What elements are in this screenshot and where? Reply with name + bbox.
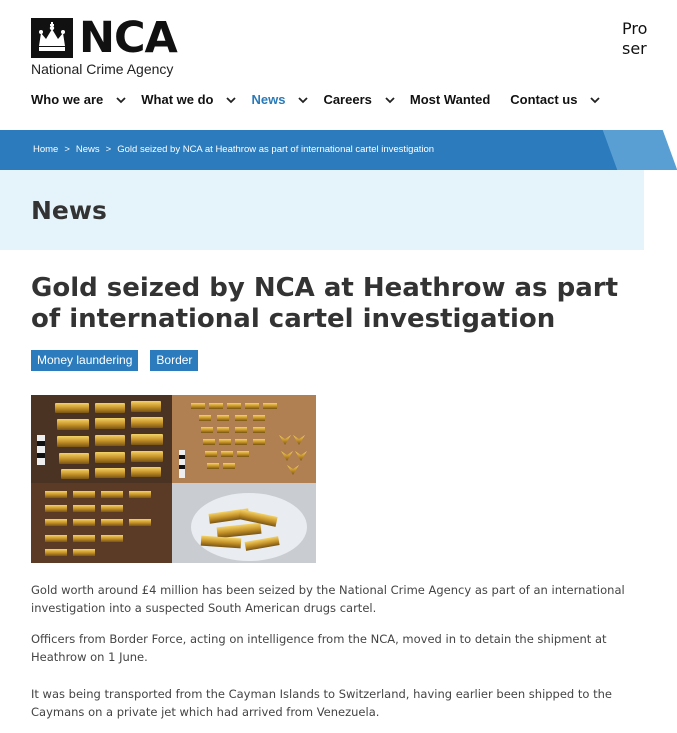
breadcrumb: [33, 144, 434, 155]
breadcrumb-news-link[interactable]: News: [75, 144, 100, 155]
chevron-down-icon: [225, 94, 237, 106]
nav-item-news[interactable]: News: [251, 92, 309, 107]
tag-border[interactable]: Border: [150, 350, 198, 371]
breadcrumb-separator-icon: >: [105, 144, 112, 155]
chevron-down-icon: [384, 94, 396, 106]
main-nav: [31, 92, 615, 107]
chevron-down-icon: [297, 94, 309, 106]
article-paragraph: Officers from Border Force, acting on intelligence from the NCA, moved in to detain the shipment at Heathrow on 1 June.: [31, 632, 607, 664]
crown-crest-icon: [31, 18, 73, 58]
section-title: News: [31, 196, 107, 225]
section-band: [0, 170, 644, 250]
breadcrumb-separator-icon: >: [64, 144, 70, 155]
nav-item-contact-us[interactable]: Contact us: [510, 92, 601, 107]
breadcrumb-current-page: Gold seized by NCA at Heathrow as part of international cartel investigation: [117, 144, 435, 155]
tag-money-laundering[interactable]: Money laundering: [31, 350, 138, 371]
nav-item-what-we-do[interactable]: What we do: [141, 92, 237, 107]
logo-subtitle: National Crime Agency: [31, 61, 174, 77]
nav-item-careers[interactable]: Careers: [323, 92, 395, 107]
cropped-header-text: Pro ser: [622, 19, 648, 58]
nav-item-most-wanted[interactable]: Most Wanted: [409, 92, 491, 107]
breadcrumb-home-link[interactable]: Home: [33, 144, 59, 155]
article-paragraph: It was being transported from the Cayman Islands to Switzerland, having earlier been shipped to the Caymans on a private jet which had arrived from Venezuela.: [31, 687, 612, 719]
chevron-down-icon: [115, 94, 127, 106]
article-paragraph: Gold worth around £4 million has been seized by the National Crime Agency as part of an international investigation into a suspected South American drugs cartel.: [31, 583, 625, 615]
nav-item-who-we-are[interactable]: Who we are: [31, 92, 127, 107]
nca-logo[interactable]: [31, 13, 177, 63]
logo-wordmark: NCA: [79, 13, 177, 63]
article-headline: Gold seized by NCA at Heathrow as part of international cartel investigation: [31, 273, 618, 334]
site-header: [0, 0, 648, 130]
chevron-down-icon: [589, 94, 601, 106]
breadcrumb-bar: [0, 130, 644, 170]
decorative-stripe: [603, 130, 677, 170]
article-tags: [31, 350, 210, 371]
article-image-gold-bars: [31, 395, 316, 563]
